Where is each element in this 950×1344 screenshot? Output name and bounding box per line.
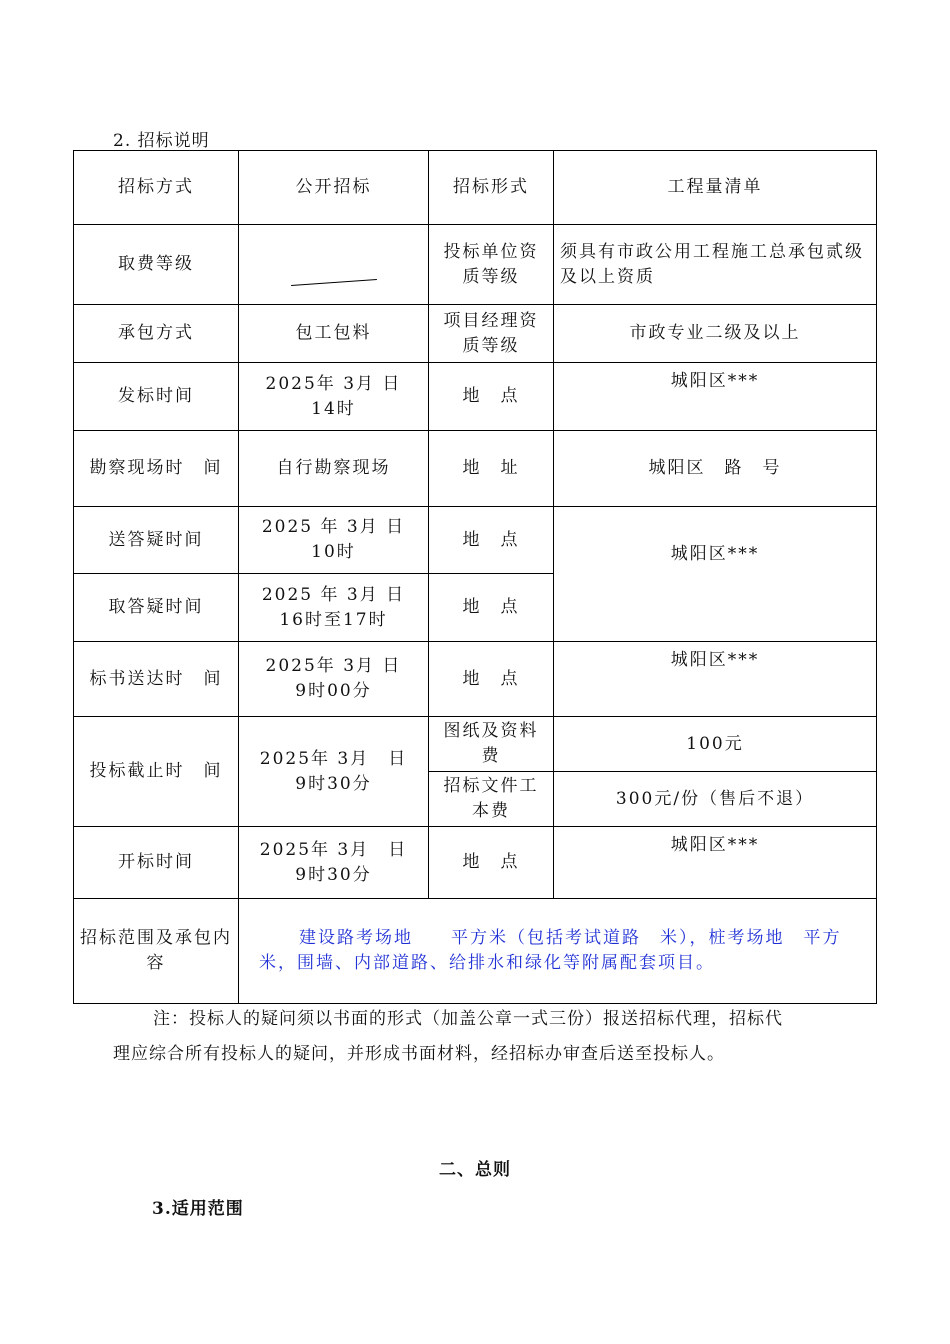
label-cell: 标书送达时 间 — [74, 642, 239, 717]
label-cell: 地 点 — [429, 507, 554, 574]
label-cell: 开标时间 — [74, 827, 239, 899]
label-cell: 地 点 — [429, 363, 554, 431]
time-text: 16时至17时 — [279, 609, 388, 630]
date-text: 2025 年 3月 日 — [261, 584, 406, 605]
table-row — [74, 899, 877, 1004]
date-text: 2025年 3月 日 — [265, 656, 402, 676]
chapter-title: 二、总则 — [439, 1160, 511, 1180]
time-text: 10时 — [311, 542, 356, 562]
table-row — [74, 827, 877, 899]
value-cell: 包工包料 — [239, 305, 429, 363]
value-cell: 市政专业二级及以上 — [554, 305, 877, 363]
table-row — [74, 305, 877, 363]
address-text: 城阳区*** — [670, 544, 760, 564]
time-text: 9时00分 — [295, 681, 372, 701]
value-cell: 100元 — [554, 717, 877, 772]
time-text: 14时 — [311, 398, 356, 419]
label-cell: 取答疑时间 — [74, 574, 239, 642]
label-cell: 勘察现场时 间 — [74, 431, 239, 507]
label-cell: 地 点 — [429, 574, 554, 642]
table-row — [74, 642, 877, 717]
label-cell: 图纸及资料费 — [429, 717, 554, 772]
date-text: 2025年 3月 日 — [259, 839, 408, 860]
table-row — [74, 717, 877, 772]
label-cell: 招标方式 — [74, 151, 239, 225]
datetime-cell — [239, 363, 429, 431]
address-cell: 城阳区*** — [554, 363, 877, 431]
note-line-1: 注：投标人的疑问须以书面的形式（加盖公章一式三份）报送招标代理，招标代 — [153, 1009, 783, 1029]
subsection-title: 3.适用范围 — [152, 1199, 244, 1219]
address-cell — [554, 507, 877, 642]
empty-cell — [239, 225, 429, 305]
label-cell: 投标截止时 间 — [74, 717, 239, 827]
slash-mark — [291, 279, 377, 286]
value-cell: 自行勘察现场 — [239, 431, 429, 507]
address-cell: 城阳区*** — [554, 642, 877, 717]
table-row — [74, 431, 877, 507]
label-cell: 取费等级 — [74, 225, 239, 305]
datetime-cell — [239, 717, 429, 827]
scope-cell: 建设路考场地 平方米（包括考试道路 米），桩考场地 平方米，围墙、内部道路、给排水和绿化等附属配套项目。 — [239, 899, 877, 1004]
table-row — [74, 507, 877, 574]
section-heading: 2. 招标说明 — [113, 131, 210, 151]
datetime-cell — [239, 507, 429, 574]
table-row — [74, 363, 877, 431]
label-cell: 招标范围及承包内容 — [74, 899, 239, 1004]
value-cell: 须具有市政公用工程施工总承包贰级及以上资质 — [554, 225, 877, 305]
label-cell: 发标时间 — [74, 363, 239, 431]
label-cell: 地 点 — [429, 642, 554, 717]
value-cell: 公开招标 — [239, 151, 429, 225]
value-cell: 工程量清单 — [554, 151, 877, 225]
label-cell: 地 点 — [429, 827, 554, 899]
label-cell: 承包方式 — [74, 305, 239, 363]
date-text: 2025 年 3月 日 — [261, 517, 406, 537]
table-row — [74, 151, 877, 225]
datetime-cell — [239, 827, 429, 899]
label-cell: 投标单位资质等级 — [429, 225, 554, 305]
tender-info-table — [73, 150, 877, 1004]
label-cell: 送答疑时间 — [74, 507, 239, 574]
address-cell: 城阳区*** — [554, 827, 877, 899]
value-cell: 300元/份（售后不退） — [554, 772, 877, 827]
time-text: 9时30分 — [295, 773, 372, 794]
datetime-cell — [239, 574, 429, 642]
address-cell: 城阳区 路 号 — [554, 431, 877, 507]
label-cell: 招标文件工本费 — [429, 772, 554, 827]
label-cell: 招标形式 — [429, 151, 554, 225]
time-text: 9时30分 — [295, 864, 372, 885]
label-cell: 项目经理资质等级 — [429, 305, 554, 363]
datetime-cell — [239, 642, 429, 717]
label-cell: 地 址 — [429, 431, 554, 507]
table-row — [74, 225, 877, 305]
date-text: 2025年 3月 日 — [265, 373, 402, 394]
note-line-2: 理应综合所有投标人的疑问，并形成书面材料，经招标办审查后送至投标人。 — [113, 1044, 725, 1064]
date-text: 2025年 3月 日 — [259, 748, 408, 769]
